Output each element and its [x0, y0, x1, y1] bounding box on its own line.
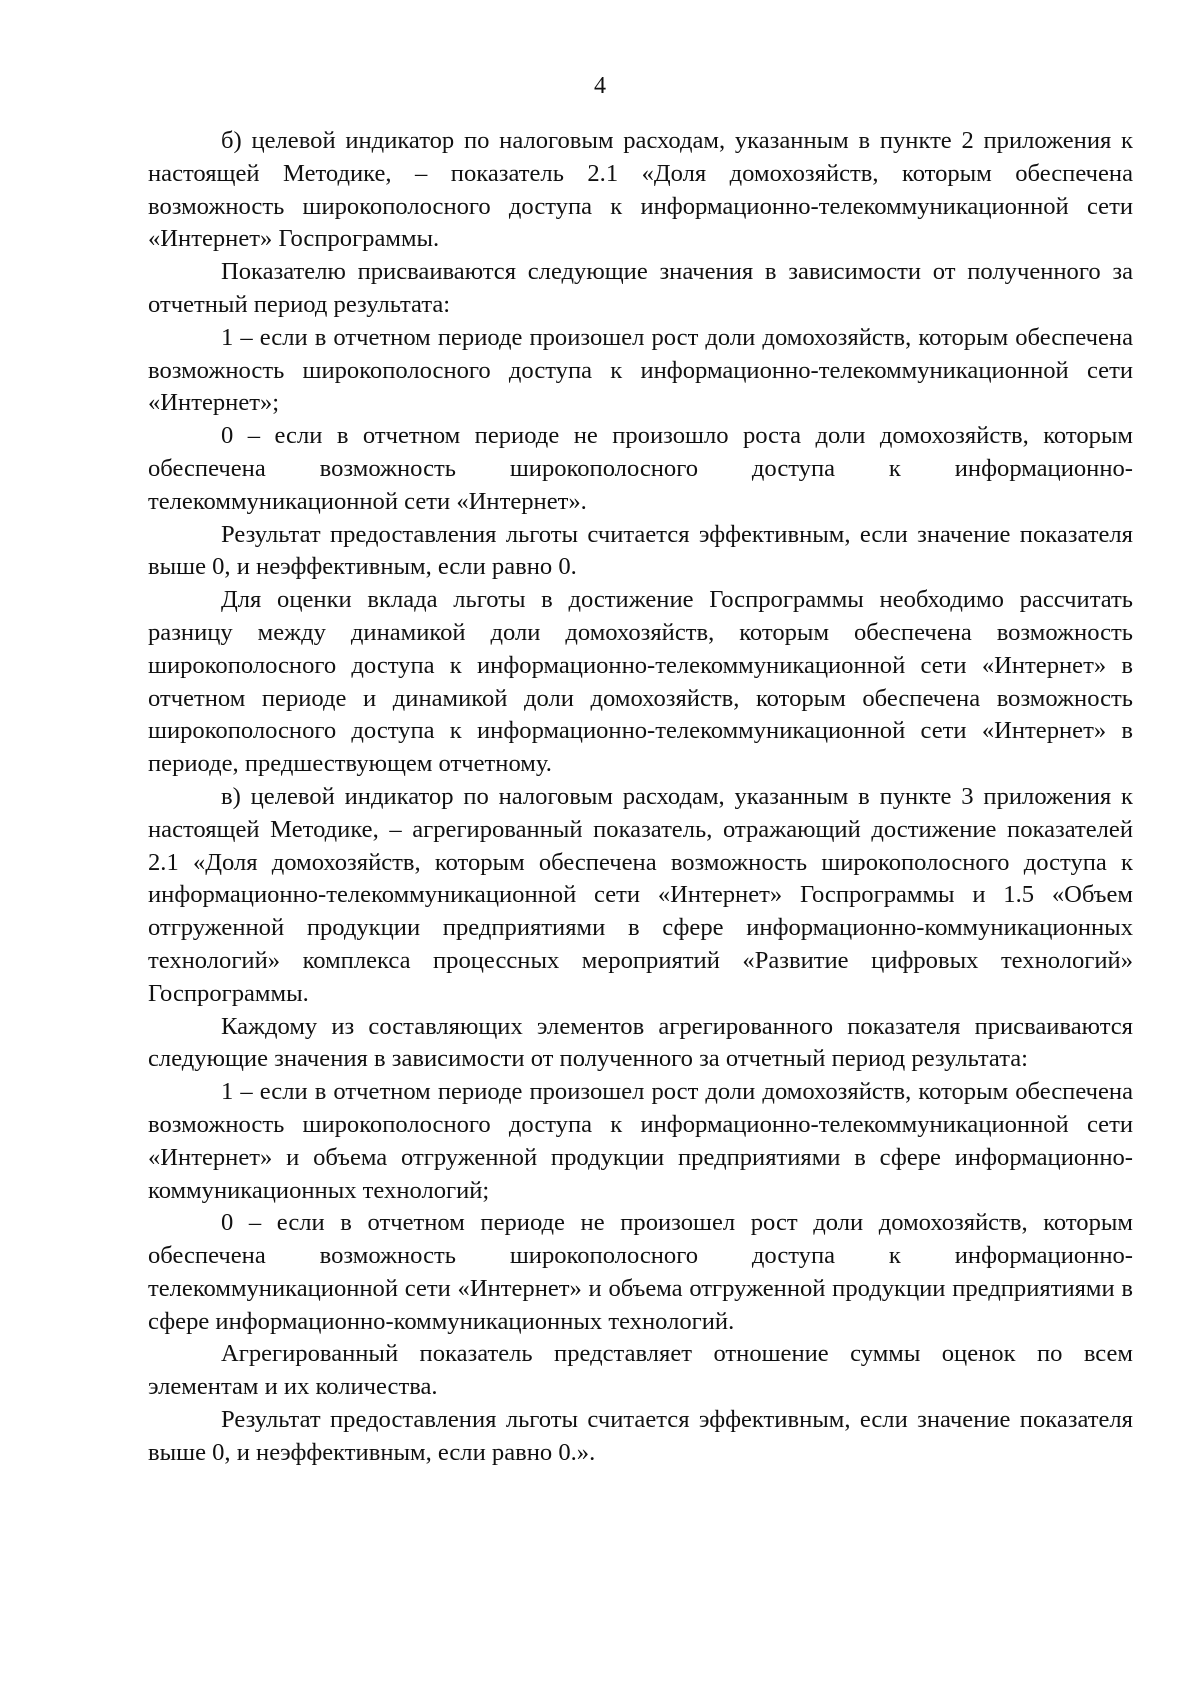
paragraph-aggregated-definition: Агрегированный показатель представляет отношение суммы оценок по всем элементам и их количества. [148, 1340, 1133, 1401]
paragraph-value-zero: 0 – если в отчетном периоде не произошло роста доли домохозяйств, которым обеспечена возможность широкополосного доступа к информационно-телекоммуникационной сети «Интернет». [148, 422, 1133, 515]
paragraph-values-assigned: Показателю присваиваются следующие значения в зависимости от полученного за отчетный период результата: [148, 258, 1133, 318]
paragraph-effectiveness-result: Результат предоставления льготы считается эффективным, если значение показателя выше 0, и неэффективным, если равно 0. [148, 520, 1133, 581]
paragraph-aggregated-value-one: 1 – если в отчетном периоде произошел рост доли домохозяйств, которым обеспечена возможность широкополосного доступа к информационно-телекоммуникационной сети «Интернет» и объема отгруженной продукции предприятиями в сфере информационно-коммуникационных технологий; [148, 1078, 1133, 1204]
paragraph-final-effectiveness: Результат предоставления льготы считается эффективным, если значение показателя выше 0, и неэффективным, если равно 0.». [148, 1406, 1133, 1466]
page-number: 4 [594, 73, 606, 99]
paragraph-contribution-assessment: Для оценки вклада льготы в достижение Госпрограммы необходимо рассчитать разницу между динамикой доли домохозяйств, которым обеспечена возможность широкополосного доступа к информационно-телекоммуникационной сети «Интернет» в отчетном периоде и динамикой доли домохозяйств, которым обеспечена возможность широкополосного доступа к информационно-телекоммуникационной сети «Интернет» в периоде, предшествующем отчетному. [148, 586, 1133, 778]
paragraph-b-target-indicator: б) целевой индикатор по налоговым расходам, указанным в пункте 2 приложения к настоящей Методике, – показатель 2.1 «Доля домохозяйств, которым обеспечена возможность широкополосного доступа к информационно-телекоммуникационной сети «Интернет» Госпрограммы. [148, 127, 1133, 253]
document-body [148, 125, 1133, 1470]
paragraph-v-target-indicator: в) целевой индикатор по налоговым расходам, указанным в пункте 3 приложения к настоящей Методике, – агрегированный показатель, отражающий достижение показателей 2.1 «Доля домохозяйств, которым обеспечена возможность широкополосного доступа к информационно-телекоммуникационной сети «Интернет» Госпрограммы и 1.5 «Объем отгруженной продукции предприятиями в сфере информационно-коммуникационных технологий» комплекса процессных мероприятий «Развитие цифровых технологий» Госпрограммы. [148, 782, 1133, 1007]
paragraph-aggregated-value-zero: 0 – если в отчетном периоде не произошел рост доли домохозяйств, которым обеспечена возможность широкополосного доступа к информационно-телекоммуникационной сети «Интернет» и объема отгруженной продукции предприятиями в сфере информационно-коммуникационных технологий. [148, 1209, 1133, 1335]
paragraph-aggregated-elements: Каждому из составляющих элементов агрегированного показателя присваиваются следующие значения в зависимости от полученного за отчетный период результата: [148, 1012, 1133, 1073]
paragraph-value-one: 1 – если в отчетном периоде произошел рост доли домохозяйств, которым обеспечена возможность широкополосного доступа к информационно-телекоммуникационной сети «Интернет»; [148, 323, 1133, 417]
